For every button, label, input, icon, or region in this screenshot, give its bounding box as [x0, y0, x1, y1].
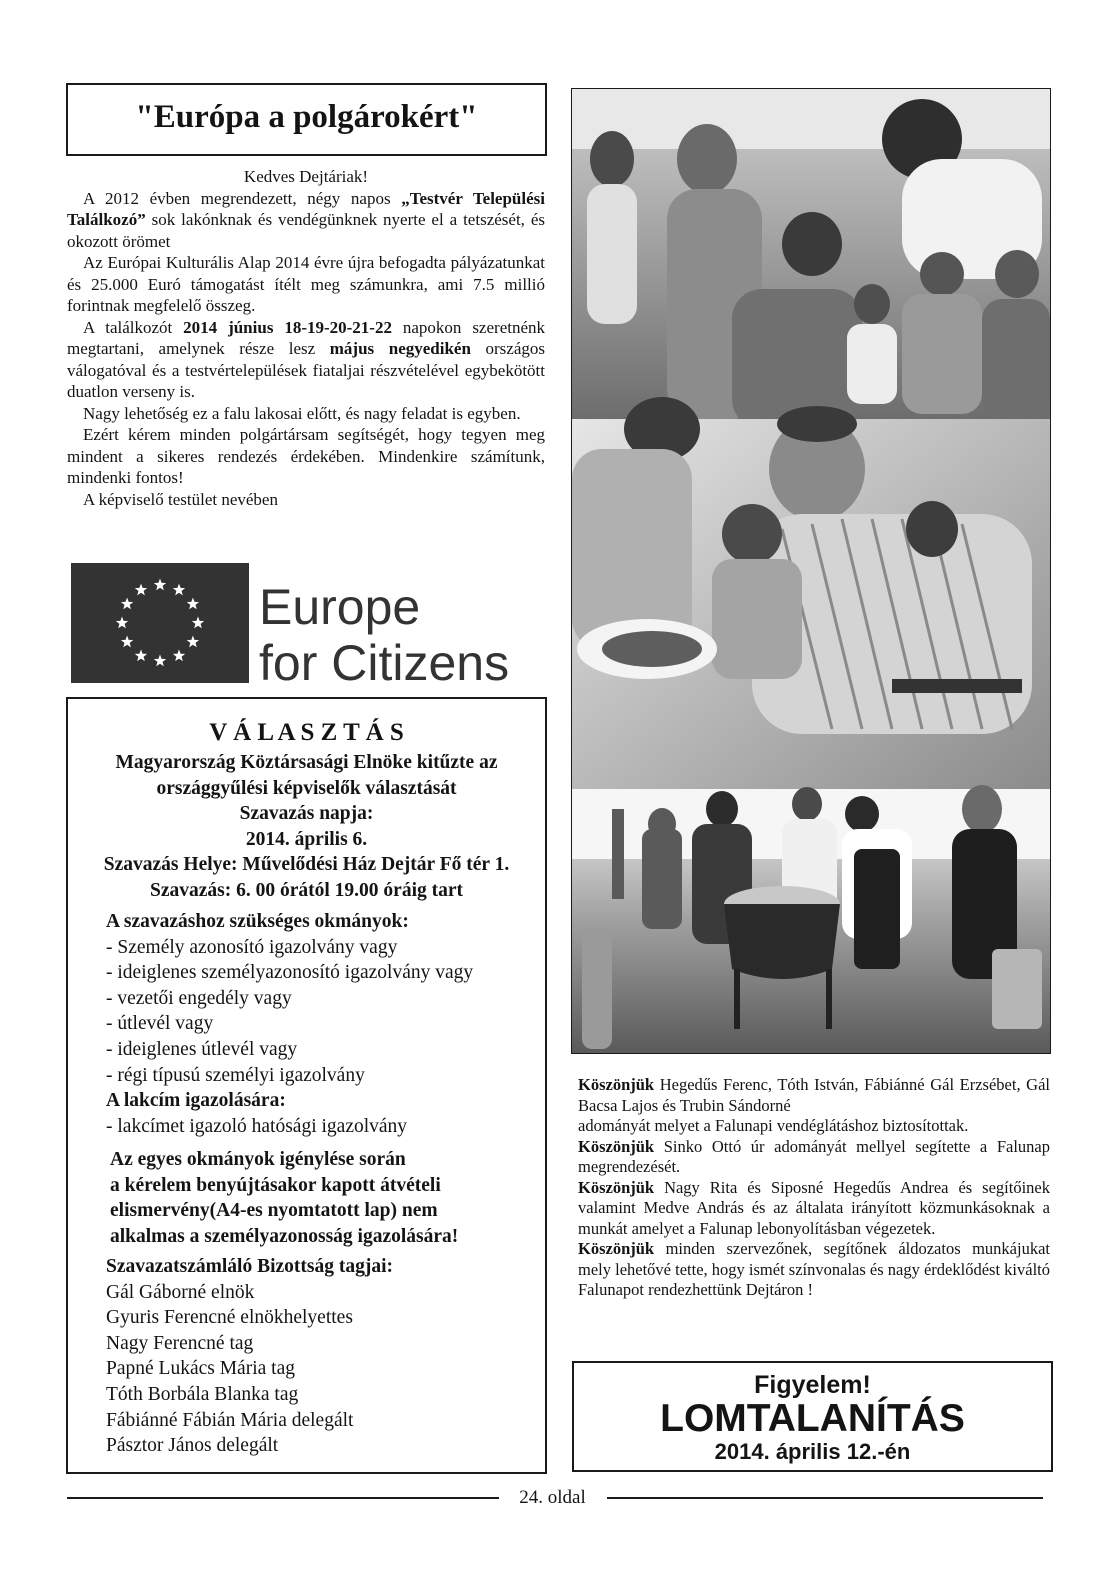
committee-section [106, 1254, 539, 1459]
lomtalanitas-attention: Figyelem! [754, 1371, 871, 1399]
committee-member: Pásztor János delegált [106, 1435, 279, 1457]
paragraph-4: Nagy lehetőség ez a falu lakosai előtt, és nagy feladat is egyben. [83, 403, 521, 423]
paragraph-3: A találkozót 2014 június 18-19-20-21-22 napokon szeretnénk megtartani, amelynek része lesz május negyedikén országos válogatóval és a testvértelepülések fiataljai részvételével egybekötött duatlon verseny is. [67, 317, 546, 401]
thanks-paragraph-1b: adományát melyet a Falunapi vendéglátáshoz biztosítottak. [578, 1116, 969, 1135]
voting-place: Szavazás Helye: Művelődési Ház Dejtár Fő tér 1. [103, 854, 510, 876]
paragraph-1: A 2012 évben megrendezett, négy napos „Testvér Települési Találkozó” sok lakónknak és vendégünknek nyerte el a tetszését, és okozott örömet [67, 188, 545, 251]
voting-hours: Szavazás: 6. 00 órától 19.00 óráig tart [149, 879, 464, 901]
document-item: - régi típusú személyi igazolvány [106, 1064, 365, 1086]
lomtalanitas-date: 2014. április 12.-én [714, 1439, 911, 1464]
thanks-paragraph-1: Köszönjük Hegedűs Ferenc, Tóth István, Fábiánné Gál Erzsébet, Gál Bacsa Lajos és Trubin Sándorné [578, 1075, 1050, 1115]
valasztas-line-1: Magyarország Köztársasági Elnöke kitűzte az [115, 752, 498, 773]
valasztas-box [66, 697, 547, 1474]
footer-page-number: 24. oldal [519, 1487, 586, 1508]
photo-collage-image [572, 89, 1050, 1053]
europa-title: "Európa a polgárokért" [135, 99, 478, 135]
documents-section [106, 909, 539, 1139]
documents-heading: A szavazáshoz szükséges okmányok: [106, 911, 409, 932]
eu-flag-icon [71, 563, 249, 683]
address-item: - lakcímet igazoló hatósági igazolvány [106, 1115, 408, 1137]
thanks-paragraph-4: Köszönjük minden szervezőnek, segítőnek áldozatos munkájukat mely lehetővé tette, hogy ismét színvonalas és nagy érdeklődést kiváltó Falunapot rendezhettünk Dejtáron ! [578, 1239, 1050, 1299]
valasztas-header [76, 750, 537, 904]
committee-member: Tóth Borbála Blanka tag [106, 1383, 299, 1405]
thanks-paragraph-3: Köszönjük Nagy Rita és Siposné Hegedűs Andrea és segítőinek valamint Medve András és az általata irányított közmunkásoknak a munkát amelyet a Falunap lebonyolításban végezetek. [578, 1177, 1050, 1238]
committee-member: Gyuris Ferencné elnökhelyettes [106, 1307, 353, 1329]
document-item: - vezetői engedély vagy [106, 987, 292, 1009]
document-item: - ideiglenes útlevél vagy [106, 1038, 298, 1060]
falunap-photo-collage [571, 88, 1051, 1054]
footer-rule-right [607, 1497, 1043, 1499]
logo-text-for-citizens: for Citizens [259, 635, 510, 691]
document-item: - Személy azonosító igazolvány vagy [106, 936, 398, 958]
lomtalanitas-box [572, 1361, 1053, 1472]
valasztas-line-2: országgyűlési képviselők választását [156, 777, 457, 799]
thanks-paragraph-2: Köszönjük Sinko Ottó úr adományát mellyel segítette a Falunap megrendezését. [578, 1136, 1050, 1176]
warning-line: Az egyes okmányok igénylése során [110, 1149, 406, 1170]
logo-text-europe: Europe [259, 579, 421, 635]
committee-member: Papné Lukács Mária tag [106, 1358, 295, 1380]
footer-rule-left [67, 1497, 499, 1499]
warning-line: elismervény(A4-es nyomtatott lap) nem [110, 1200, 438, 1222]
voting-day-label: Szavazás napja: [239, 803, 374, 825]
committee-member: Fábiánné Fábián Mária delegált [106, 1409, 354, 1431]
warning-line: a kérelem benyújtásakor kapott átvételi [110, 1174, 441, 1196]
valasztas-title: V Á L A S Z T Á S [209, 719, 404, 746]
europa-title-box [66, 83, 547, 156]
greeting: Kedves Dejtáriak! [243, 167, 369, 186]
europe-for-citizens-logo [71, 563, 546, 691]
paragraph-2: Az Európai Kulturális Alap 2014 évre újra befogadta pályázatunkat és 25.000 Euró támogatást ítélt meg számunkra, ami 7.5 millió forintnak megfelelő összeg. [67, 253, 545, 315]
committee-heading: Szavazatszámláló Bizottság tagjai: [106, 1256, 394, 1277]
document-item: - útlevél vagy [106, 1013, 214, 1035]
warning-section [110, 1147, 539, 1249]
warning-line: alkalmas a személyazonosság igazolására! [110, 1225, 459, 1247]
committee-member: Nagy Ferencné tag [106, 1332, 254, 1354]
voting-date: 2014. április 6. [245, 828, 368, 850]
lomtalanitas-title: LOMTALANÍTÁS [660, 1397, 965, 1440]
signature-line: A képviselő testület nevében [83, 489, 278, 509]
europa-article [67, 166, 545, 510]
document-item: - ideiglenes személyazonosító igazolvány vagy [106, 962, 474, 984]
address-heading: A lakcím igazolására: [106, 1090, 286, 1112]
paragraph-5: Ezért kérem minden polgártársam segítségét, hogy tegyen meg mindent a sikeres rendezés érdekében. Mindenkire számítunk, mindenki fontos! [67, 425, 545, 487]
thanks-section [578, 1075, 1050, 1301]
committee-member: Gál Gáborné elnök [106, 1281, 255, 1303]
